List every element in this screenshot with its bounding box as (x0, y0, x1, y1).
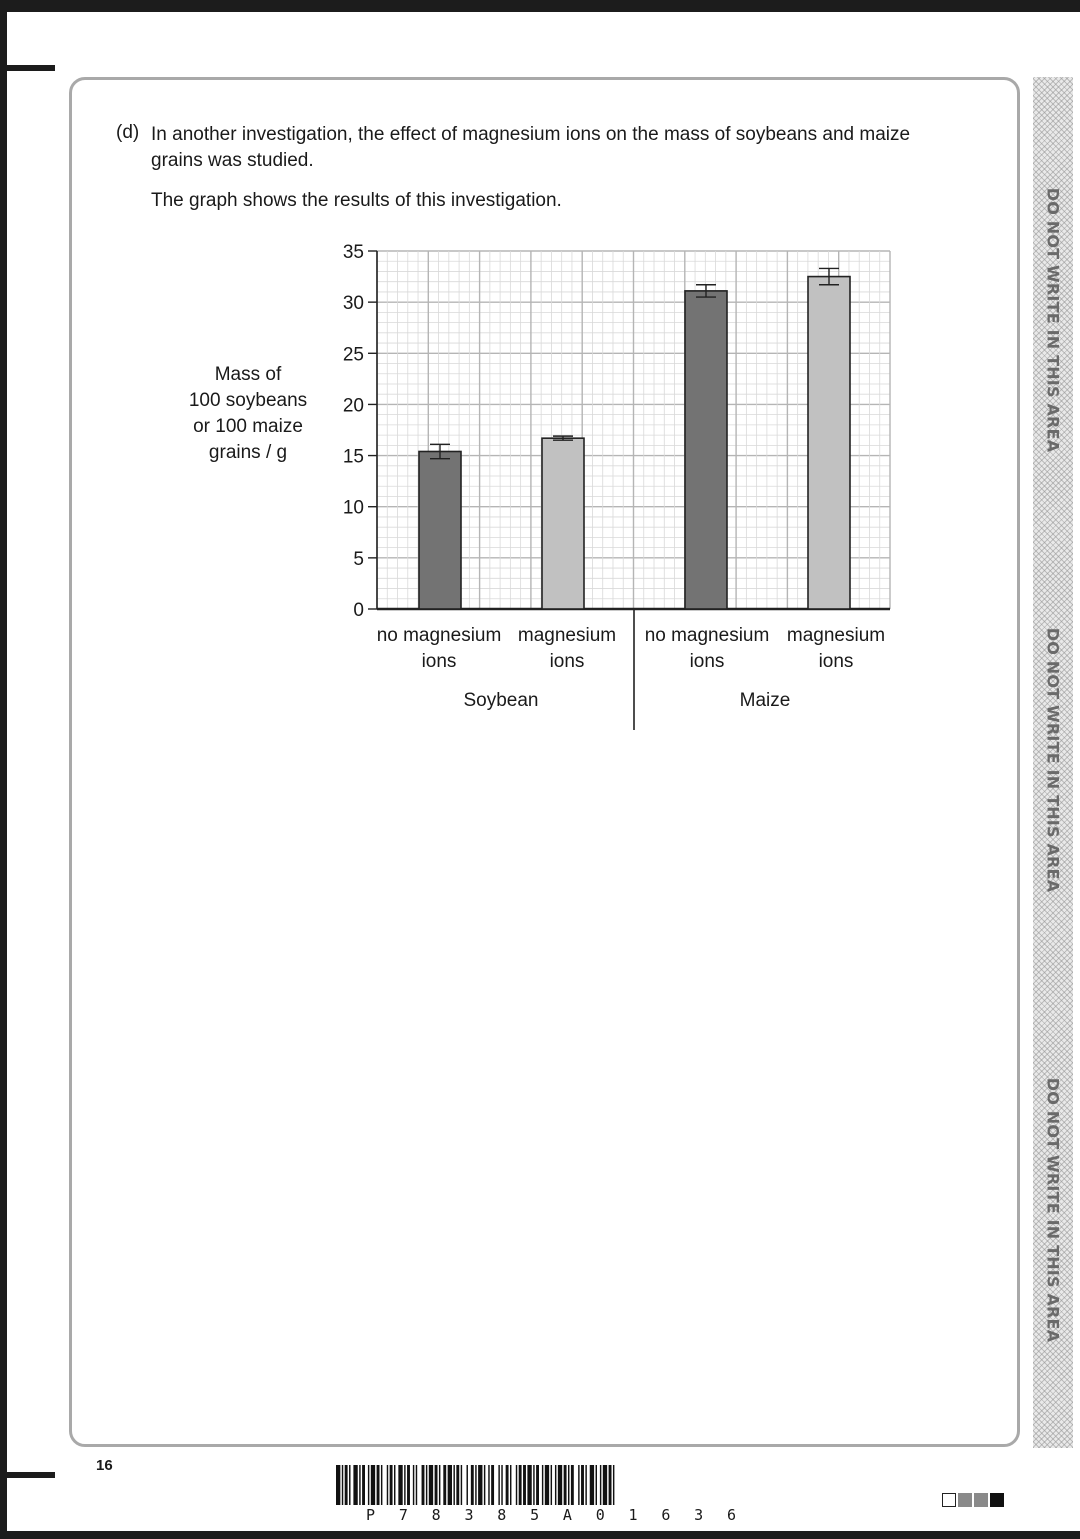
barcode-bar (578, 1465, 579, 1505)
barcode-number (366, 1506, 736, 1524)
y-axis-label-line: grains / g (208, 442, 288, 463)
y-tick-label: 5 (353, 548, 364, 570)
progress-square-filled (990, 1493, 1004, 1507)
x-category-label: ions (549, 651, 585, 672)
barcode-bar (443, 1465, 446, 1505)
barcode-bar (435, 1465, 438, 1505)
barcode-bar (377, 1465, 380, 1505)
barcode-bar (359, 1465, 360, 1505)
barcode-char: 0 (595, 1506, 605, 1524)
barcode-bar (413, 1465, 414, 1505)
barcode-bar (381, 1465, 382, 1505)
barcode-bar (533, 1465, 534, 1505)
x-category-label: ions (689, 651, 725, 672)
barcode-bar (558, 1465, 562, 1505)
barcode-bar (456, 1465, 459, 1505)
x-category-label: magnesium (517, 625, 617, 646)
barcode-bar (609, 1465, 612, 1505)
barcode-bar (448, 1465, 452, 1505)
barcode-char: 8 (431, 1506, 441, 1524)
x-group-label: Soybean (463, 690, 539, 711)
barcode-char: 3 (464, 1506, 474, 1524)
barcode-bar (398, 1465, 402, 1505)
barcode (336, 1465, 756, 1507)
barcode-char: 6 (661, 1506, 671, 1524)
progress-square-grey (974, 1493, 988, 1507)
x-category-label: no magnesium (376, 625, 502, 646)
barcode-bar (416, 1465, 417, 1505)
barcode-bar (501, 1465, 502, 1505)
barcode-bar (488, 1465, 489, 1505)
page-edge-bottom (0, 1531, 1080, 1539)
barcode-bar (581, 1465, 584, 1505)
barcode-bar (571, 1465, 574, 1505)
barcode-bar (596, 1465, 597, 1505)
barcode-bar (453, 1465, 454, 1505)
barcode-bar (353, 1465, 357, 1505)
barcode-bar (471, 1465, 474, 1505)
barcode-bar (555, 1465, 556, 1505)
barcode-char: 1 (628, 1506, 638, 1524)
bar (685, 291, 727, 609)
x-category-label: ions (818, 651, 854, 672)
question-text: In another investigation, the effect of magnesium ions on the mass of soybeans and maize grains was studied. (151, 124, 911, 171)
barcode-bar (551, 1465, 552, 1505)
barcode-char: 5 (530, 1506, 540, 1524)
barcode-bar (349, 1465, 350, 1505)
barcode-bar (404, 1465, 405, 1505)
y-axis-label-line: or 100 maize (193, 416, 303, 437)
x-category-label: magnesium (786, 625, 886, 646)
page-number: 16 (96, 1457, 113, 1474)
barcode-bar (491, 1465, 494, 1505)
barcode-bar (585, 1465, 586, 1505)
barcode-bar (475, 1465, 476, 1505)
barcode-char: 3 (694, 1506, 704, 1524)
bar (542, 438, 584, 609)
barcode-char: 6 (726, 1506, 736, 1524)
barcode-bar (536, 1465, 539, 1505)
barcode-bar (394, 1465, 395, 1505)
barcode-bar (564, 1465, 567, 1505)
x-group-label: Maize (739, 690, 791, 711)
progress-square-grey (958, 1493, 972, 1507)
bar-chart (0, 0, 1080, 760)
barcode-bar (439, 1465, 440, 1505)
barcode-bar (542, 1465, 543, 1505)
bar (808, 277, 850, 609)
barcode-bar (603, 1465, 607, 1505)
barcode-bar (467, 1465, 468, 1505)
y-tick-label: 30 (342, 293, 364, 315)
question-subtext: The graph shows the results of this investigation. (151, 190, 562, 211)
barcode-bar (590, 1465, 594, 1505)
barcode-bar (345, 1465, 348, 1505)
barcode-bar (387, 1465, 388, 1505)
barcode-bar (426, 1465, 427, 1505)
barcode-char: 7 (398, 1506, 408, 1524)
barcode-bar (336, 1465, 340, 1505)
barcode-bar (422, 1465, 425, 1505)
barcode-char: 8 (497, 1506, 507, 1524)
barcode-bar (407, 1465, 410, 1505)
barcode-bar (371, 1465, 375, 1505)
barcode-char: P (366, 1506, 376, 1524)
barcode-bar (568, 1465, 569, 1505)
barcode-bar (478, 1465, 482, 1505)
barcode-bar (510, 1465, 511, 1505)
barcode-bar (429, 1465, 433, 1505)
y-tick-label: 0 (353, 600, 364, 621)
barcode-bar (362, 1465, 365, 1505)
barcode-bar (545, 1465, 549, 1505)
y-axis-label-line: 100 soybeans (188, 390, 308, 411)
y-tick-label: 25 (342, 344, 364, 366)
barcode-bar (523, 1465, 526, 1505)
progress-square-empty (942, 1493, 956, 1507)
y-tick-label: 35 (342, 242, 364, 263)
x-category-label: ions (421, 651, 457, 672)
x-category-label: no magnesium (644, 625, 770, 646)
margin-mark-bottom (7, 1472, 55, 1478)
y-tick-label: 20 (342, 395, 364, 417)
barcode-bar (484, 1465, 485, 1505)
barcode-bar (390, 1465, 393, 1505)
barcode-bar (527, 1465, 531, 1505)
barcode-char: A (562, 1506, 572, 1524)
barcode-bar (461, 1465, 462, 1505)
barcode-bar (506, 1465, 509, 1505)
barcode-bar (600, 1465, 601, 1505)
barcode-bar (368, 1465, 369, 1505)
y-tick-label: 10 (342, 497, 364, 519)
barcode-bar (613, 1465, 614, 1505)
bar (419, 451, 461, 609)
barcode-bar (342, 1465, 343, 1505)
barcode-bar (519, 1465, 522, 1505)
y-axis-label-line: Mass of (214, 364, 282, 385)
y-tick-label: 15 (342, 446, 364, 468)
barcode-bar (498, 1465, 499, 1505)
question-label: (d) (116, 122, 140, 143)
barcode-bar (516, 1465, 517, 1505)
